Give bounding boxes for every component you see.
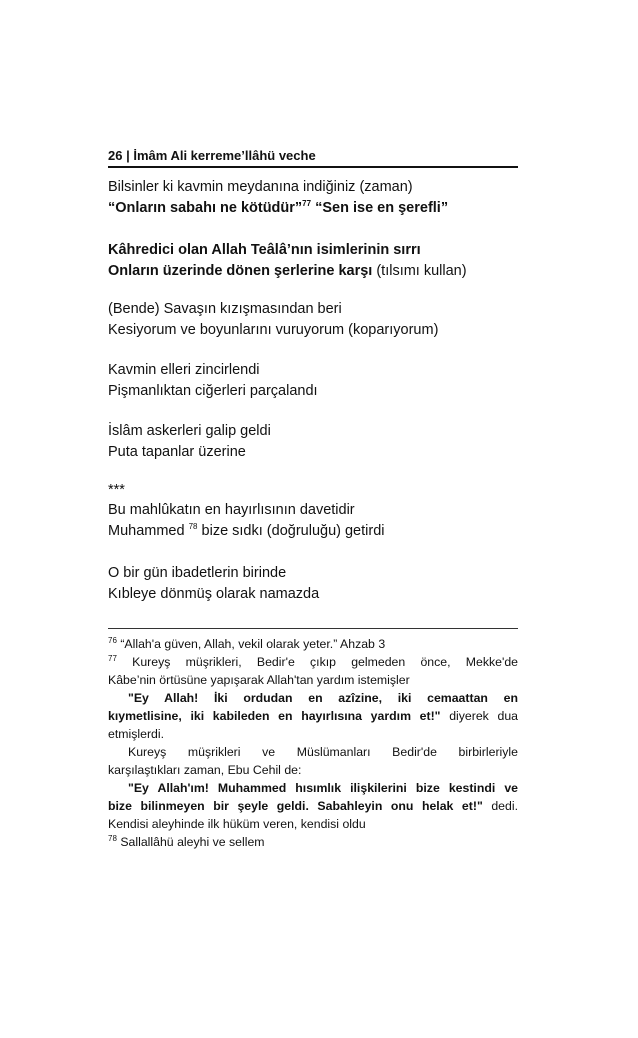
verse-line: “Onların sabahı ne kötüdür”$^{77}$ “Sen ise en şerefli”: [108, 199, 449, 216]
verse-line: Bu mahlûkatın en hayırlısının davetidir: [108, 502, 355, 518]
verse-line: Pişmanlıktan ciğerleri parçalandı: [108, 383, 318, 399]
verse-line: Kâhredici olan Allah Teâlâ’nın isimlerinin sırrı: [108, 242, 421, 258]
header-separator: |: [126, 148, 130, 163]
verse-line: Kavmin elleri zincirlendi: [108, 362, 260, 378]
footnote-line: Kureyş müşrikleri ve Müslümanları Bedir'de birbirleriyle: [128, 745, 518, 759]
footnote-76: $^{76}$ “Allah'a güven, Allah, vekil olarak yeter.” Ahzab 3: [108, 635, 386, 651]
section-separator: ***: [108, 482, 125, 498]
footnote-quote: "Ey Allah'ım! Muhammed hısımlık ilişkilerini bize kestindi ve: [128, 781, 518, 795]
page-number: 26: [108, 148, 123, 163]
footnote-quote: "Ey Allah! İki ordudan en azîzine, iki cemaattan en: [128, 691, 518, 705]
footnote-ref: 77: [302, 199, 312, 209]
verse-line: Muhammed $^{78}$ bize sıdkı (doğruluğu) getirdi: [108, 522, 385, 539]
verse-line: Kesiyorum ve boyunlarını vuruyorum (koparıyorum): [108, 322, 439, 338]
footnote-77: $^{77}$ Kureyş müşrikleri, Bedir'e çıkıp gelmeden önce, Mekke'de: [108, 653, 518, 669]
verse-line: Bilsinler ki kavmin meydanına indiğiniz (zaman): [108, 179, 413, 195]
verse-line: O bir gün ibadetlerin birinde: [108, 565, 287, 581]
running-header: [108, 148, 518, 168]
verse-line: (Bende) Savaşın kızışmasından beri: [108, 301, 342, 317]
verse-line: Puta tapanlar üzerine: [108, 444, 246, 460]
footnote-line: bize bilinmeyen bir şeyle geldi. Sabahleyin onu helak et!" dedi.: [108, 799, 518, 813]
verse-line: İslâm askerleri galip geldi: [108, 423, 271, 439]
footnote-ref: 78: [188, 522, 198, 532]
footnote-line: Kâbe’nin örtüsüne yapışarak Allah'tan yardım istemişler: [108, 673, 410, 687]
verse-line: Kıbleye dönmüş olarak namazda: [108, 586, 320, 602]
footnote-line: karşılaştıkları zaman, Ebu Cehil de:: [108, 763, 302, 777]
footnote-line: etmişlerdi.: [108, 727, 165, 741]
footnote-line: kıymetlisine, iki kabileden en hayırlısına yardım et!" diyerek dua: [108, 709, 519, 723]
footnote-divider: [108, 628, 518, 629]
verse-line: Onların üzerinde dönen şerlerine karşı (tılsımı kullan): [108, 263, 467, 279]
running-title: İmâm Ali kerreme’llâhü veche: [133, 148, 316, 163]
footnote-line: Kendisi aleyhinde ilk hüküm veren, kendisi oldu: [108, 817, 366, 831]
footnote-78: $^{78}$ Sallallâhü aleyhi ve sellem: [108, 833, 265, 849]
